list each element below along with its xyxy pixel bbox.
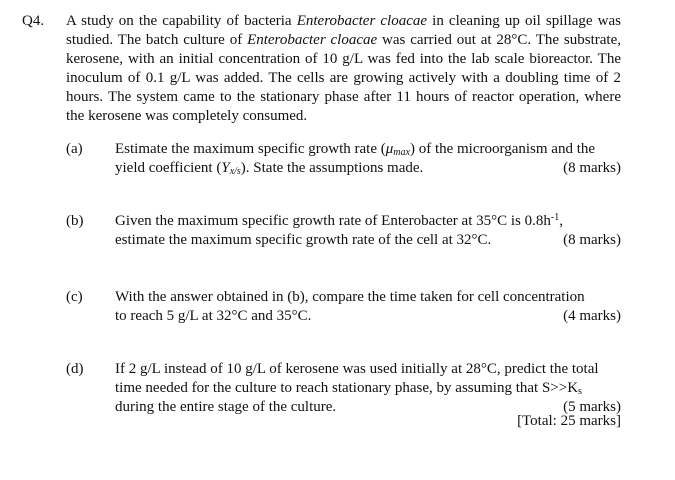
part-b-superscript: -1 bbox=[550, 212, 560, 223]
part-a-marks: (8 marks) bbox=[563, 160, 621, 176]
part-b-line-1: Given the maximum specific growth rate of Enterobacter at 35°C is $0.8h^{-1}$, bbox=[115, 212, 563, 229]
part-c-marks: (4 marks) bbox=[563, 308, 621, 324]
part-a-line-1: Estimate the maximum specific growth rate $(\mu_{max})$ of the microorganism and the bbox=[115, 141, 596, 158]
part-d-marks: (5 marks) bbox=[563, 399, 621, 415]
organism-name: Enterobacter cloacae bbox=[296, 13, 428, 29]
organism-name-2: Enterobacter cloacae bbox=[247, 32, 378, 48]
ks-subscript: s bbox=[578, 386, 582, 397]
part-a-body bbox=[115, 140, 621, 178]
part-d-line-2: time needed for the culture to reach stationary phase, by assuming that $S>>K_s$ bbox=[115, 380, 582, 397]
part-b-body bbox=[115, 212, 621, 250]
stem-text-1: A study on the capability of bacteria bbox=[66, 13, 297, 29]
part-d-line-1: If 2 g/L instead of 10 g/L of kerosene was used initially at 28°C, predict the total bbox=[115, 361, 599, 377]
part-a-label: (a) bbox=[66, 141, 83, 157]
total-marks: [Total: 25 marks] bbox=[517, 413, 621, 429]
part-d-line-3: during the entire stage of the culture. (5 marks) bbox=[115, 399, 621, 415]
part-a-line-2: yield coefficient $(Y_{x/s})$. State the assumptions made. (8 marks) bbox=[115, 160, 621, 177]
mu-symbol: μ bbox=[385, 141, 394, 157]
part-c-line-1: With the answer obtained in (b), compare the time taken for cell concentration bbox=[115, 289, 585, 305]
stem-text-3: was carried out at 28°C. The substrate, kerosene, with an initial concentration of 10 g/L was fed into the lab scale bioreactor. The inoculum of 0.1 g/L was added. The cells are growing actively with a doubling time of 2 hours. The system came to the stationary phase after 11 hours of reactor operation, where the kerosene was completely consumed. bbox=[66, 32, 621, 124]
part-c-body bbox=[115, 288, 621, 326]
question-stem bbox=[66, 12, 621, 126]
yield-subscript: x/s bbox=[229, 166, 241, 177]
part-b-label: (b) bbox=[66, 213, 84, 229]
part-d-body bbox=[115, 360, 621, 417]
part-c-label: (c) bbox=[66, 289, 83, 305]
mu-subscript: max bbox=[393, 147, 410, 158]
part-b-line-2: estimate the maximum specific growth rate of the cell at 32°C. (8 marks) bbox=[115, 232, 621, 248]
question-number: Q4. bbox=[22, 13, 45, 29]
part-b-marks: (8 marks) bbox=[563, 232, 621, 248]
part-c-line-2: to reach 5 g/L at 32°C and 35°C. (4 marks) bbox=[115, 308, 621, 324]
yield-symbol: Y bbox=[221, 160, 230, 176]
part-d-label: (d) bbox=[66, 361, 84, 377]
stem-text-2: in cleaning up oil spillage was studied. The batch culture of bbox=[66, 13, 621, 48]
